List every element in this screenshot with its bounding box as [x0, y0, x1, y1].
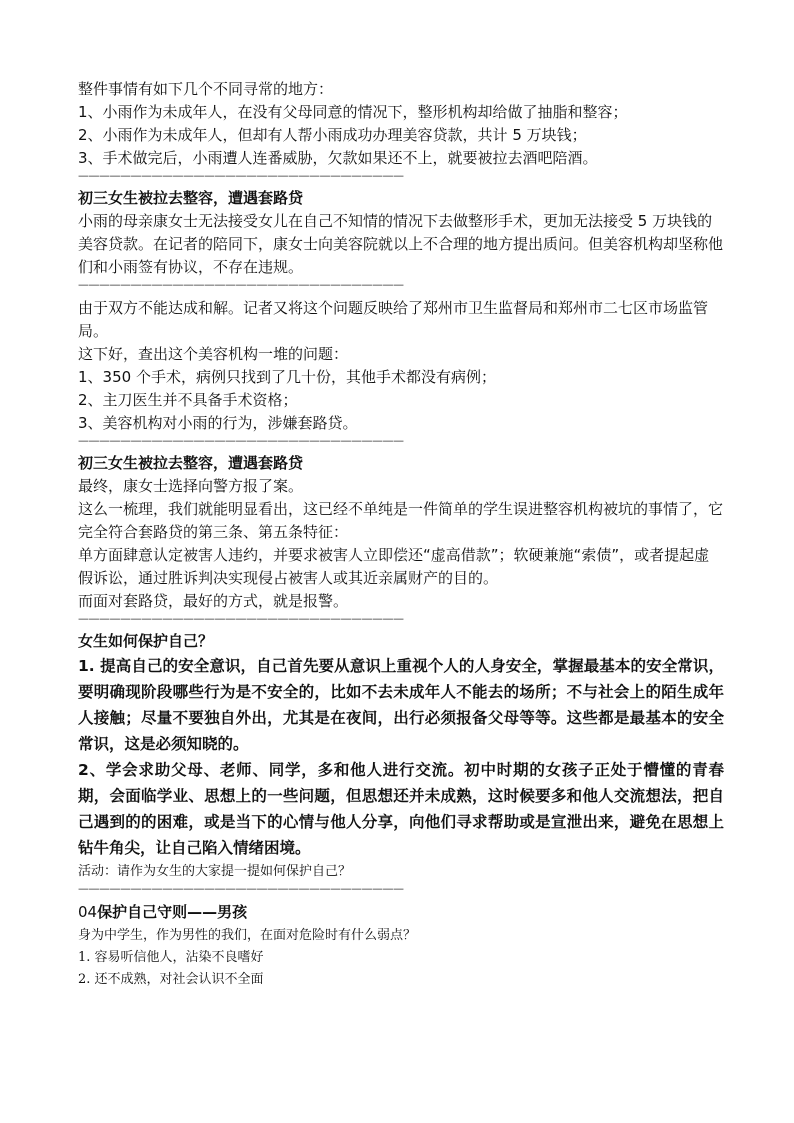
paragraph: 这么一梳理，我们就能明显看出，这已经不单纯是一件简单的学生误进整容机构被坑的事情了，它完全符合套路贷的第三条、第五条特征：: [78, 500, 724, 541]
problem-item: 2、主刀医生并不具备手术资格；: [78, 391, 298, 409]
section-heading: 初三女生被拉去整容，遭遇套路贷: [78, 454, 304, 472]
separator-line: ———————————————————————————————: [78, 435, 404, 447]
weakness-item: 2. 还不成熟，对社会认识不全面: [78, 972, 264, 987]
intro-text: 整件事情有如下几个不同寻常的地方：: [78, 80, 334, 98]
paragraph: 这下好，查出这个美容机构一堆的问题：: [78, 345, 349, 363]
separator-line: ———————————————————————————————: [78, 613, 404, 625]
tip-paragraph: 1. 提高自己的安全意识，自己首先要从意识上重视个人的人身安全，掌握最基本的安全常识，要明确现阶段哪些行为是不安全的，比如不去未成年人不能去的场所；不与社会上的陌生成年人接触；尽量不要独自外出，尤其是在夜间，出行必须报备父母等等。这些都是最基本的安全常识，这是必须知晓的。: [78, 657, 724, 753]
paragraph: 而面对套路贷，最好的方式，就是报警。: [78, 592, 349, 610]
weakness-item: 1. 容易听信他人，沾染不良嗜好: [78, 950, 264, 965]
issue-item: 3、手术做完后，小雨遭人连番威胁，欠款如果还不上，就要被拉去酒吧陪酒。: [78, 149, 598, 167]
document-page: [78, 78, 724, 991]
section-heading: 女生如何保护自己？: [78, 632, 214, 650]
section-heading-04: [78, 899, 724, 925]
section-heading: 初三女生被拉去整容，遭遇套路贷: [78, 189, 304, 207]
section-number: 04: [78, 903, 98, 921]
issue-item: 2、小雨作为未成年人，但却有人帮小雨成功办理美容贷款，共计 5 万块钱；: [78, 126, 587, 144]
separator-line: ———————————————————————————————: [78, 279, 404, 291]
problem-item: 3、美容机构对小雨的行为，涉嫌套路贷。: [78, 414, 358, 432]
paragraph: 单方面肆意认定被害人违约，并要求被害人立即偿还“虚高借款”；软硬兼施“索债”，或者提起虚假诉讼，通过胜诉判决实现侵占被害人或其近亲属财产的目的。: [78, 546, 710, 587]
paragraph: 由于双方不能达成和解。记者又将这个问题反映给了郑州市卫生监督局和郑州市二七区市场监管局。: [78, 299, 709, 340]
section-title: 保护自己守则——男孩: [97, 903, 248, 921]
paragraph: 小雨的母亲康女士无法接受女儿在自己不知情的情况下去做整形手术，更加无法接受 5 万块钱的美容贷款。在记者的陪同下，康女士向美容院就以上不合理的地方提出质问。但美容机构却坚称他们和小雨签有协议，不存在违规。: [78, 212, 724, 276]
activity-text: 活动：请作为女生的大家提一提如何保护自己？: [78, 864, 352, 879]
separator-line: ———————————————————————————————: [78, 170, 404, 182]
tip-paragraph: 2、学会求助父母、老师、同学，多和他人进行交流。初中时期的女孩子正处于懵懂的青春期，会面临学业、思想上的一些问题，但思想还并未成熟，这时候要多和他人交流想法，把自己遇到的的困难，或是当下的心情与他人分享，向他们寻求帮助或是宣泄出来，避免在思想上钻牛角尖，让自己陷入情绪困境。: [78, 761, 724, 857]
paragraph: 最终，康女士选择向警方报了案。: [78, 477, 304, 495]
question-text: 身为中学生，作为男性的我们，在面对危险时有什么弱点？: [78, 928, 417, 943]
problem-item: 1、350 个手术，病例只找到了几十份，其他手术都没有病例；: [78, 368, 496, 386]
issue-item: 1、小雨作为未成年人，在没有父母同意的情况下，整形机构却给做了抽脂和整容；: [78, 103, 628, 121]
separator-line: ———————————————————————————————: [78, 883, 404, 895]
